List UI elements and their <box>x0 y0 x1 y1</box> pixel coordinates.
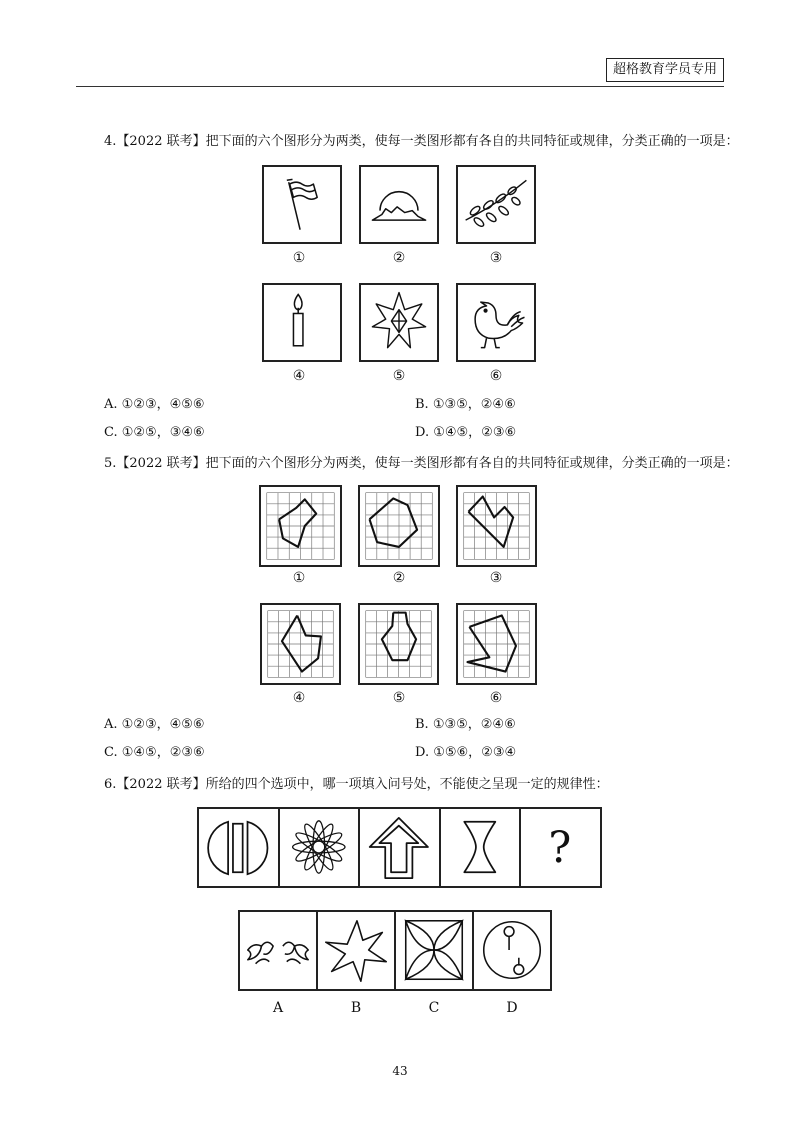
q4-figure-5 <box>359 283 439 362</box>
q6-choice-c[interactable] <box>396 912 474 989</box>
question-mark-cell <box>521 809 600 886</box>
q5-label-2: ② <box>392 570 406 586</box>
q5-figure-4 <box>260 603 341 685</box>
q5-option-c[interactable]: C. ①④⑤，②③⑥ <box>104 745 205 760</box>
q5-label-4: ④ <box>292 690 306 706</box>
q5-figure-5 <box>358 603 439 685</box>
q6-sequence-4 <box>441 809 522 886</box>
q6-choice-label-b: B <box>350 1000 362 1016</box>
q5-figure-2 <box>358 485 440 567</box>
hourglass-icon <box>441 809 520 886</box>
q5-option-d[interactable]: D. ①⑤⑥，②③④ <box>415 745 517 760</box>
arrow-up-icon <box>360 809 439 886</box>
candle-icon <box>264 285 340 360</box>
star-icon <box>361 285 437 360</box>
q6-choice-label-d: D <box>506 1000 518 1016</box>
q6-sequence-2 <box>280 809 361 886</box>
q4-figure-1 <box>262 165 342 244</box>
q4-label-2: ② <box>392 250 406 266</box>
q5-figure-1 <box>259 485 342 567</box>
q4-label-5: ⑤ <box>392 368 406 384</box>
q4-figure-4 <box>262 283 342 362</box>
q6-choice-label-a: A <box>272 1000 284 1016</box>
bird-icon <box>458 285 534 360</box>
q4-option-a[interactable]: A. ①②③，④⑤⑥ <box>104 397 205 412</box>
q4-option-c[interactable]: C. ①②⑤，③④⑥ <box>104 425 205 440</box>
q6-choice-label-c: C <box>428 1000 440 1016</box>
q6-choice-b[interactable] <box>318 912 396 989</box>
flag-icon <box>264 167 340 242</box>
q4-label-1: ① <box>292 250 306 266</box>
question-mark: ? <box>548 823 572 874</box>
q5-label-3: ③ <box>489 570 503 586</box>
q6-sequence-1 <box>199 809 280 886</box>
q5-prompt: 5.【2022 联考】把下面的六个图形分为两类，使每一类图形都有各自的共同特征或规律，分类正确的一项是： <box>104 456 739 471</box>
q5-figure-6 <box>456 603 537 685</box>
q4-figure-3 <box>456 165 536 244</box>
q6-choice-a[interactable] <box>240 912 318 989</box>
q4-option-b[interactable]: B. ①③⑤，②④⑥ <box>415 397 516 412</box>
q4-figure-2 <box>359 165 439 244</box>
flower-icon <box>280 809 359 886</box>
q5-label-6: ⑥ <box>489 690 503 706</box>
square-petals-icon <box>396 912 472 989</box>
q4-prompt: 4.【2022 联考】把下面的六个图形分为两类，使每一类图形都有各自的共同特征或规律，分类正确的一项是： <box>104 134 739 149</box>
sunrise-icon <box>361 167 437 242</box>
split-circle-icon <box>199 809 278 886</box>
q4-label-3: ③ <box>489 250 503 266</box>
q6-sequence-row <box>197 807 602 888</box>
q4-option-d[interactable]: D. ①④⑤，②③⑥ <box>415 425 517 440</box>
q6-sequence-3 <box>360 809 441 886</box>
circle-dots-icon <box>474 912 550 989</box>
q5-figure-3 <box>456 485 537 567</box>
q6-choice-d[interactable] <box>474 912 550 989</box>
q5-option-a[interactable]: A. ①②③，④⑤⑥ <box>104 717 205 732</box>
header-tag: 超格教育学员专用 <box>606 58 724 82</box>
q6-prompt: 6.【2022 联考】所给的四个选项中，哪一项填入问号处，不能使之呈现一定的规律性： <box>104 777 609 792</box>
page-number: 43 <box>392 1064 408 1078</box>
q5-label-1: ① <box>292 570 306 586</box>
q5-option-b[interactable]: B. ①③⑤，②④⑥ <box>415 717 516 732</box>
branch-icon <box>458 167 534 242</box>
lotus-icon <box>240 912 316 989</box>
q4-label-4: ④ <box>292 368 306 384</box>
q6-choices-row <box>238 910 552 991</box>
pinwheel-star-icon <box>318 912 394 989</box>
q4-figure-6 <box>456 283 536 362</box>
header-rule <box>76 86 724 87</box>
q6-sequence-5 <box>521 809 600 886</box>
q5-label-5: ⑤ <box>392 690 406 706</box>
q4-label-6: ⑥ <box>489 368 503 384</box>
